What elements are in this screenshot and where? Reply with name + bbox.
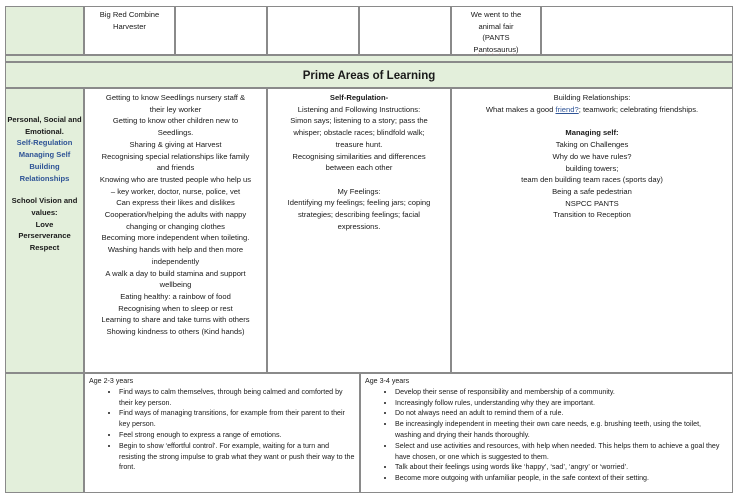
value-item: Respect — [29, 243, 60, 253]
relationships-cell — [451, 88, 733, 373]
activity-line: Getting to know Seedlings nursery staff & — [105, 93, 246, 102]
managing-self-line: Why do we have rules? — [552, 151, 632, 161]
area-title: Personal, Social and Emotional. — [7, 115, 82, 136]
spacer-row — [5, 55, 733, 62]
activity-line: Sharing & giving at Harvest — [129, 139, 222, 149]
activity-line: Becoming more independent when toileting. — [101, 233, 250, 243]
activity-line: Washing hands with help and then more — [107, 245, 244, 255]
self-regulation-line: strategies; describing feelings; facial — [298, 210, 420, 220]
self-regulation-cell — [267, 88, 451, 373]
activity-line: Cooperation/helping the adults with nappy — [104, 210, 247, 220]
activity-line: and friends — [156, 163, 195, 173]
area-link: Building — [29, 161, 60, 171]
managing-self-line: team den building team races (sports day) — [521, 175, 663, 185]
area-link: Self-Regulation — [16, 138, 73, 148]
managing-self-line: NSPCC PANTS — [565, 198, 619, 208]
self-regulation-title: Self-Regulation- — [329, 93, 389, 102]
self-regulation-line — [268, 174, 450, 186]
managing-self-line: building towers; — [565, 163, 619, 173]
area-link: Managing Self — [18, 150, 71, 160]
age-3-4-bullet: • Talk about their feelings using words like ‘happy’, ‘sad’, ‘angry’ or ‘worried’. — [395, 462, 728, 473]
self-regulation-line: expressions. — [337, 221, 381, 231]
activity-line: Knowing who are trusted people who help us — [99, 174, 252, 184]
school-vision-title: School Vision and values: — [11, 196, 78, 217]
age-2-3-bullet: • Find ways of managing transitions, for example from their parent to their key person. — [119, 408, 355, 430]
age-2-3-bullet: • Feel strong enough to express a range of emotions. — [119, 430, 355, 441]
age-3-4-bullet: • Be increasingly independent in meeting their own care needs, e.g. brushing teeth, using the toilet, washing and drying their hands thoroughly. — [395, 419, 728, 441]
self-regulation-line: Simon says; listening to a story; pass the — [290, 116, 428, 126]
activity-line: Learning to share and take turns with others — [101, 315, 250, 325]
age-2-3-bullet: • Find ways to calm themselves, through being calmed and comforted by their key person. — [119, 387, 355, 409]
bottom-left-cell — [5, 373, 84, 493]
activity-line: Showing kindness to others (Kind hands) — [106, 327, 245, 337]
activity-line: A walk a day to build stamina and support — [105, 268, 246, 278]
friendship-text: What makes a good — [485, 104, 556, 114]
top-left-cell — [5, 6, 84, 55]
area-label-cell — [5, 88, 84, 373]
top-cell-6-line: Pantosaurus) — [473, 45, 519, 55]
friendship-text-end: ; teamwork; celebrating friendships. — [578, 104, 699, 114]
top-cell-4 — [267, 6, 359, 55]
area-link: Relationships — [19, 173, 70, 183]
friendship-line — [452, 104, 732, 116]
age-3-4-bullet: • Increasingly follow rules, understanding why they are important. — [395, 398, 728, 409]
age-3-4-bullet: • Select and use activities and resources, with help when needed. This helps them to achieve a goal they have chosen, or one which is suggested to them. — [395, 441, 728, 463]
top-cell-6-line: (PANTS — [482, 33, 510, 43]
managing-self-line: Taking on Challenges — [555, 140, 629, 150]
prime-areas-heading — [5, 62, 733, 88]
self-regulation-line: Recognising similarities and differences — [292, 151, 426, 161]
friend-link[interactable]: friend? — [555, 104, 579, 114]
activity-line: wellbeing — [159, 280, 192, 290]
age-3-4-title: Age 3-4 years — [365, 377, 410, 385]
activity-line: their ley worker — [149, 104, 202, 114]
age-3-4-bullet: • Develop their sense of responsibility and membership of a community. — [395, 387, 728, 398]
top-cell-7 — [541, 6, 733, 55]
activity-line: Eating healthy: a rainbow of food — [120, 291, 231, 301]
activity-line: Recognising when to sleep or rest — [118, 303, 233, 313]
age-2-3-bullet: • Begin to show ‘effortful control’. For example, waiting for a turn and resisting the strong impulse to grab what they want or push their way to the front. — [119, 441, 355, 473]
self-regulation-line: Listening and Following Instructions: — [297, 104, 421, 114]
value-item: Perserverance — [18, 231, 71, 241]
top-cell-2-line: Harvester — [113, 21, 146, 31]
managing-self-line: Being a safe pedestrian — [552, 186, 632, 196]
value-item: Love — [35, 219, 54, 229]
activity-line: Seedlings. — [157, 128, 194, 138]
top-cell-6 — [451, 6, 541, 55]
managing-self-line: Transition to Reception — [553, 210, 631, 220]
age-3-4-bullet: • Become more outgoing with unfamiliar people, in the safe context of their setting. — [395, 473, 728, 484]
self-regulation-line: whisper; obstacle races; blindfold walk; — [293, 128, 425, 138]
age-2-3-title: Age 2-3 years — [89, 377, 134, 385]
managing-self-title: Managing self: — [565, 128, 619, 138]
activity-line: – key worker, doctor, nurse, police, vet — [110, 186, 241, 196]
top-cell-6-line: We went to the — [470, 10, 522, 19]
age-3-4-cell — [360, 373, 733, 493]
activity-line: Recognising special relationships like family — [101, 151, 250, 161]
activity-line: Getting to know other children new to — [112, 116, 239, 126]
activity-line: changing or changing clothes — [126, 221, 225, 231]
top-cell-6-line: animal fair — [478, 21, 514, 31]
activity-line: independently — [151, 256, 200, 266]
top-cell-3 — [175, 6, 267, 55]
self-regulation-line: My Feelings: — [337, 186, 381, 196]
age-3-4-bullet: • Do not always need an adult to remind them of a rule. — [395, 408, 728, 419]
activity-line: Can express their likes and dislikes — [116, 198, 235, 208]
curriculum-table — [5, 6, 733, 493]
self-regulation-line: Identifying my feelings; feeling jars; coping — [287, 198, 431, 208]
age-2-3-cell — [84, 373, 360, 493]
self-regulation-line: between each other — [325, 163, 393, 173]
top-cell-2-line: Big Red Combine — [99, 10, 160, 19]
top-cell-2 — [84, 6, 175, 55]
self-regulation-line: treasure hunt. — [335, 139, 383, 149]
activities-cell — [84, 88, 267, 373]
top-cell-5 — [359, 6, 451, 55]
building-relationships-title: Building Relationships: — [553, 93, 631, 102]
prime-areas-heading-text: Prime Areas of Learning — [302, 70, 436, 82]
